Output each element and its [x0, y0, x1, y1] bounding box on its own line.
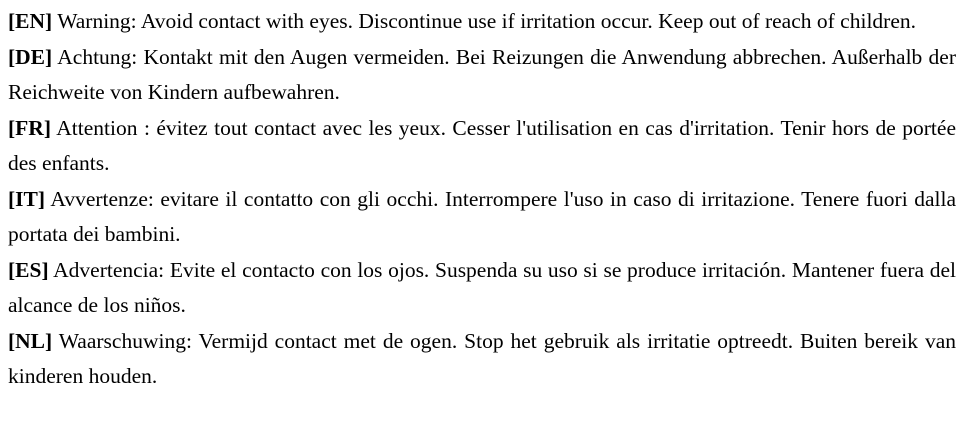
warning-paragraph-fr — [8, 111, 956, 182]
warning-paragraph-de — [8, 40, 956, 111]
warning-text-de: Achtung: Kontakt mit den Augen vermeiden. Bei Reizungen die Anwendung abbrechen. Außerhalb der Reichweite von Kindern aufbewahren. — [8, 44, 956, 104]
language-tag-nl: [NL] — [8, 328, 53, 353]
warning-text-es: Advertencia: Evite el contacto con los ojos. Suspenda su uso si se produce irritación. Mantener fuera del alcance de los niños. — [8, 257, 956, 317]
warning-text-nl: Waarschuwing: Vermijd contact met de ogen. Stop het gebruik als irritatie optreedt. Buiten bereik van kinderen houden. — [8, 328, 956, 388]
warning-text-fr: Attention : évitez tout contact avec les yeux. Cesser l'utilisation en cas d'irritation. Tenir hors de portée des enfants. — [8, 115, 956, 175]
language-tag-en: [EN] — [8, 9, 53, 33]
language-tag-fr: [FR] — [8, 115, 51, 140]
warning-paragraph-es — [8, 253, 956, 324]
warning-text-en: Warning: Avoid contact with eyes. Discontinue use if irritation occur. Keep out of reach of children. — [57, 9, 916, 33]
warning-paragraph-it — [8, 182, 956, 253]
language-tag-it: [IT] — [8, 186, 46, 211]
language-tag-de: [DE] — [8, 44, 53, 69]
warning-paragraph-nl — [8, 324, 956, 395]
warning-text-it: Avvertenze: evitare il contatto con gli occhi. Interrompere l'uso in caso di irritazione. Tenere fuori dalla portata dei bambini. — [8, 186, 956, 246]
warning-paragraph-en — [8, 4, 956, 40]
language-tag-es: [ES] — [8, 257, 49, 282]
